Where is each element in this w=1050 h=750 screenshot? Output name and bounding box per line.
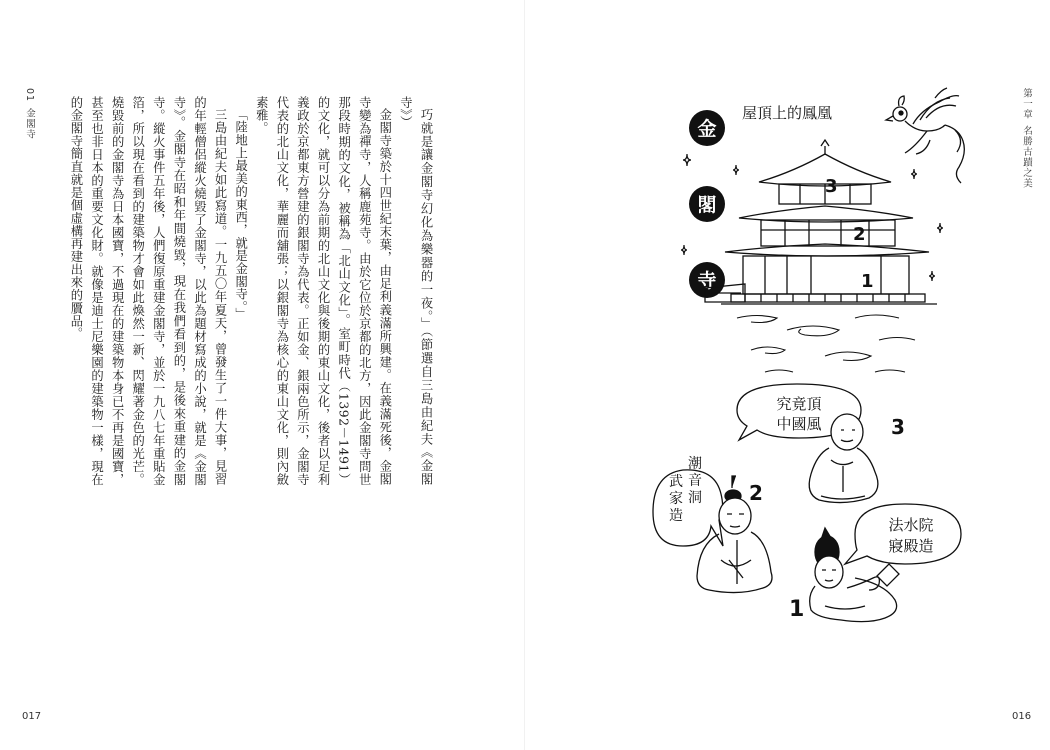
left-running-head — [22, 88, 36, 140]
running-head-title: 金閣寺 — [24, 108, 35, 140]
speech-bubble-floor1 — [845, 504, 961, 564]
bubble2-col2-char3: 造 — [669, 508, 683, 524]
bubble1-line1: 法水院 — [888, 516, 934, 534]
running-head-number: 01 — [24, 88, 35, 103]
running-head-chapter-title: 名勝古蹟之美 — [1021, 125, 1032, 189]
sparkle-icons — [681, 154, 943, 281]
figure-number-1: 1 — [789, 597, 805, 622]
title-circle-1 — [689, 110, 725, 146]
bubble2-col1-char3: 洞 — [688, 490, 702, 506]
figure-number-3: 3 — [891, 415, 905, 439]
bubble3-line2: 中國風 — [776, 415, 822, 433]
title-char-3: 寺 — [697, 270, 717, 292]
right-running-head — [1019, 88, 1033, 189]
bubble2-col2-char2: 家 — [669, 491, 683, 507]
figure-number-2: 2 — [749, 481, 763, 505]
title-char-2: 閣 — [697, 194, 717, 216]
title-circle-2 — [689, 186, 725, 222]
bubble2-col1-char1: 潮 — [688, 456, 702, 472]
speech-bubble-floor2 — [653, 455, 723, 546]
golden-pavilion-illustration — [525, 0, 1050, 750]
paragraph: 「陸地上最美的東西，就是金閣寺。」 — [233, 108, 248, 321]
water-ripples — [737, 315, 915, 372]
floor-number-1: 1 — [861, 271, 874, 292]
page-number-left: 017 — [22, 711, 42, 722]
page-number-right: 016 — [1012, 711, 1032, 722]
floor-number-2: 2 — [853, 224, 866, 245]
running-head-chapter: 第一章 — [1021, 88, 1032, 120]
phoenix-icon — [886, 88, 964, 183]
bubble1-line2: 寢殿造 — [888, 537, 934, 555]
paragraph: 三島由紀夫如此寫道。一九五〇年夏天，曾發生了一件大事，見習的年輕僧侶縱火燒毀了金閣寺，以此為題材寫成的小說，就是《金閣寺》。金閣寺在昭和年間燒毀，現在我們看到的，是後來重建的金閣寺。縱火事件五年後，人們復原重建金閣寺，並於一九八七年重貼金箔，所以現在看到的建築物才會如此煥然一新、閃耀著金色的光芒。燒毀前的金閣寺為日本國寶，不過現在的建築物本身已不再是國寶，甚至也非日本的重要文化財。就像是迪士尼樂園的建築物一樣，現在的金閣寺簡直就是個虛構再建出來的贗品。 — [68, 96, 228, 486]
floor-number-3: 3 — [825, 176, 838, 197]
pavilion-drawing — [705, 140, 937, 304]
body-text — [66, 96, 436, 486]
bubble2-col1-char2: 音 — [688, 473, 702, 489]
title-char-1: 金 — [697, 118, 717, 140]
bubble2-col2-char1: 武 — [669, 474, 683, 490]
paragraph: 巧就是讓金閣寺幻化為樂器的一夜。」（節選自三島由紀夫《金閣寺》） — [398, 96, 433, 486]
right-page — [525, 0, 1050, 750]
phoenix-caption: 屋頂上的鳳凰 — [741, 104, 833, 122]
bubble3-line1: 究竟頂 — [776, 395, 822, 413]
paragraph: 金閣寺築於十四世紀末葉，由足利義滿所興建。在義滿死後，金閣寺變為禪寺，人稱鹿苑寺。由於它位於京都的北方，因此金閣寺問世那段時期的文化，被稱為「北山文化」。室町時代（1392－1491）的文化，就可以分為前期的北山文化與後期的東山文化，後者以足利義政於京都東方營建的銀閣寺為代表。正如金、銀兩色所示，金閣寺代表的北山文化，華麗而舖張；以銀閣寺為核心的東山文化，則內斂素雅。 — [254, 96, 392, 486]
